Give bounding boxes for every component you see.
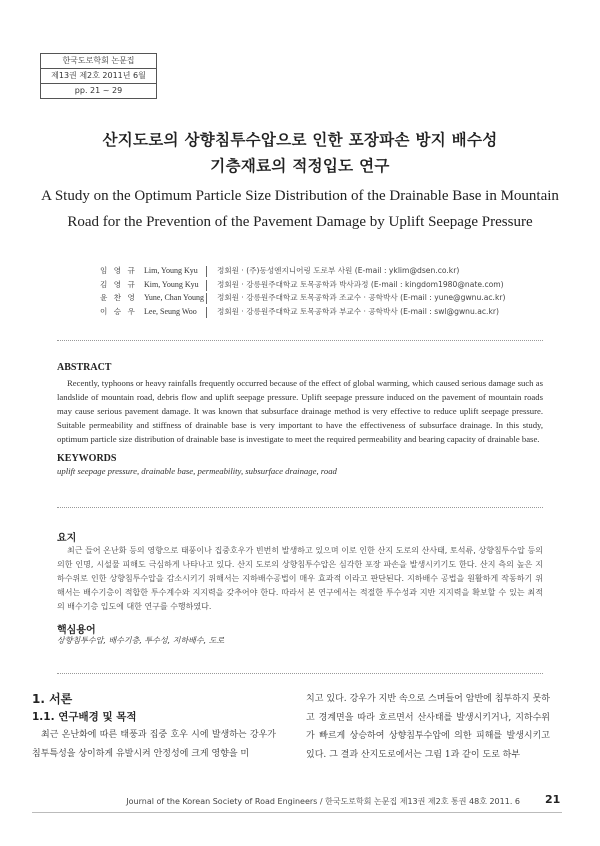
author-name-en: Kim, Young Kyu [144, 279, 199, 289]
author-row [100, 278, 505, 292]
author-name-ko: 윤 찬 영 [100, 293, 137, 302]
journal-name: 한국도로학회 논문집 [41, 54, 156, 69]
title-ko-line2: 기층재료의 적정입도 연구 [210, 157, 390, 175]
title-en-line2: Road for the Prevention of the Pavement Damage by Uplift Seepage Pressure [67, 214, 533, 230]
summary-ko-heading: 요지 [57, 533, 77, 544]
author-affiliation: 정회원 · 강릉원주대학교 토목공학과 부교수 · 공학박사 (E-mail : swl@gwnu.ac.kr) [217, 306, 499, 316]
body-column-left [32, 690, 276, 763]
footer-journal-citation: Journal of the Korean Society of Road Engineers / 한국도로학회 논문집 제13권 제2호 통권 48호 2011. 6 [126, 797, 520, 806]
subsection-heading: 1.1. 연구배경 및 목적 [32, 711, 137, 723]
section-divider [57, 507, 543, 508]
keywords-ko-heading: 핵심용어 [57, 625, 96, 636]
author-row [100, 291, 505, 305]
body-column-right [306, 690, 550, 764]
section-divider [57, 673, 543, 674]
abstract-heading: ABSTRACT [57, 362, 112, 373]
keywords-heading: KEYWORDS [57, 453, 117, 464]
section-divider [57, 340, 543, 341]
body-paragraph: 최근 온난화에 따른 태풍과 집중 호우 시에 발생하는 강우가 침투특성을 상이하게 유발시켜 안정성에 크게 영향을 미 [32, 730, 276, 759]
author-affiliation: 정회원 · (주)동성엔지니어링 도로부 사원 (E-mail : yklim@dsen.co.kr) [217, 266, 460, 275]
author-row [100, 264, 505, 278]
author-affiliation: 정회원 · 강릉원주대학교 토목공학과 조교수 · 공학박사 (E-mail : yune@gwnu.ac.kr) [217, 293, 506, 302]
author-divider [206, 280, 207, 291]
author-name-en: Lim, Young Kyu [144, 266, 198, 275]
title-ko-line1: 산지도로의 상향침투수압으로 인한 포장파손 방지 배수성 [102, 131, 498, 149]
footer-rule [32, 812, 562, 813]
author-name-ko: 임 영 규 [100, 266, 137, 275]
abstract-text: Recently, typhoons or heavy rainfalls frequently occurred because of the effect of global warming, which caused serious damage such as landslide of mountain road, debris flow and uplift seepage pressure. Uplift seepage pressure induced on the pavement of mountain roads may cause serious pavement damage. It was known that subsurface drainage method is very effective to reduce uplift seepage pressure. Suitable permeability and stiffness of drainable base is very important to have the effectiveness of subsurface drainage. In this study, optimum particle size distribution of drainable base is investigate to meet the required permeability and bearing capacity of drainable base. [57, 378, 543, 444]
summary-ko-text: 최근 들어 온난화 등의 영향으로 태풍이나 집중호우가 빈번히 발생하고 있으며 이로 인한 산지 도로의 산사태, 토석류, 상향침투수압 등의 의한 인명, 시설물 피해도 극심하게 나타나고 있다. 산지 도로의 상향침투수압은 심각한 포장 파손을 발생시키기도 한다. 산지 측의 높은 지하수위로 인한 상향침투수압을 감소시키기 위해서는 지하배수공법이 매우 효과적 이라고 판단된다. 지하배수 공법을 원활하게 작동하기 위해서는 배수기층이 적합한 투수계수와 지지력을 갖추어야 한다. 따라서 본 연구에서는 적절한 투수성과 지반 지지력을 확보할 수 있는 최적의 배수기층 입도에 대한 연구를 수행하였다. [57, 546, 543, 611]
body-paragraph: 치고 있다. 강우가 지반 속으로 스며들어 암반에 침투하지 못하고 경계면을 따라 흐르면서 산사태를 발생시키거나, 지하수위가 빠르게 상승하여 상향침투수압에 의한 피해를 발생시키고 있다. 그 결과 산지도로에서는 그림 1과 같이 도로 하부 [306, 694, 550, 760]
section-heading: 1. 서론 [32, 692, 73, 706]
author-divider [206, 293, 207, 304]
journal-volume: 제13권 제2호 2011년 6월 [41, 69, 156, 84]
author-affiliation: 정회원 · 강릉원주대학교 토목공학과 박사과정 (E-mail : kingdom1980@nate.com) [217, 279, 504, 289]
author-name-en: Yune, Chan Young [144, 293, 205, 302]
page-number: 21 [545, 793, 561, 806]
author-divider [206, 266, 207, 277]
author-list [100, 264, 505, 318]
keywords-ko-text: 상향침투수압, 배수기층, 투수성, 지하배수, 도로 [57, 636, 225, 645]
author-divider [206, 307, 207, 318]
journal-info-box [40, 53, 157, 99]
title-en-line1: A Study on the Optimum Particle Size Distribution of the Drainable Base in Mountain [41, 188, 559, 204]
author-row [100, 305, 505, 319]
author-name-ko: 이 승 우 [100, 306, 137, 316]
author-name-ko: 김 영 규 [100, 279, 137, 289]
journal-pages: pp. 21 ~ 29 [74, 86, 123, 95]
author-name-en: Lee, Seung Woo [144, 306, 197, 316]
keywords-text: uplift seepage pressure, drainable base, permeability, subsurface drainage, road [57, 466, 337, 476]
